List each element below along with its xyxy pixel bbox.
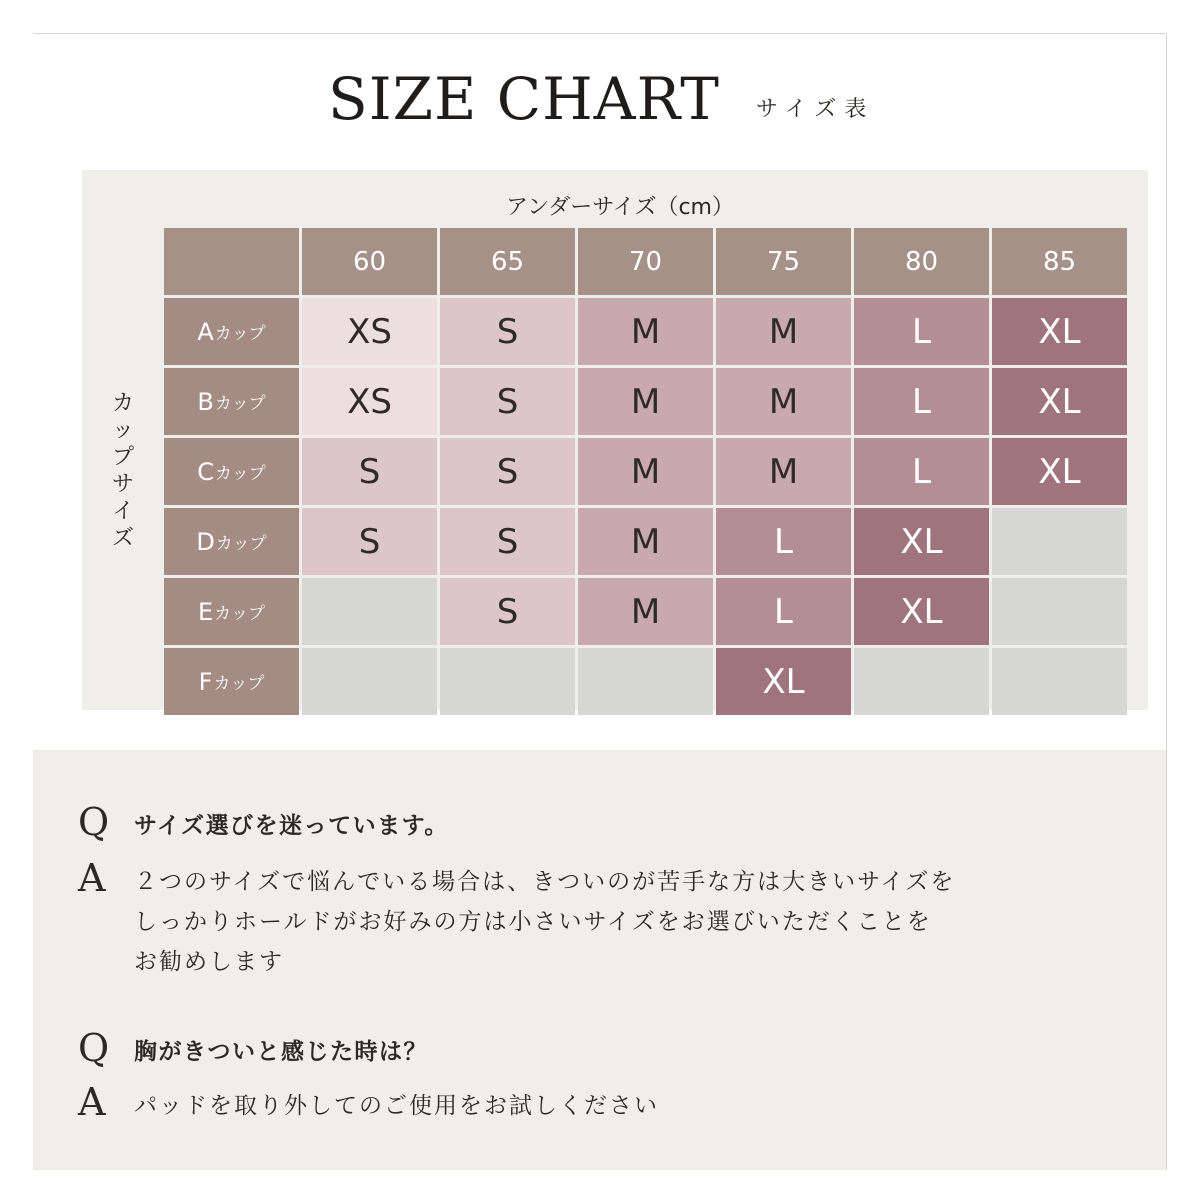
cup-size-axis-label [108, 390, 138, 552]
cup-letter: A [197, 317, 214, 346]
row-header [164, 648, 299, 715]
cup-suffix: カップ [214, 394, 266, 414]
empty-cell [992, 648, 1127, 715]
axis-label-char: プ [111, 445, 134, 470]
size-cell: M [578, 508, 713, 575]
q-mark: Q [78, 800, 110, 844]
row-header [164, 368, 299, 435]
axis-label-char: サ [111, 472, 134, 497]
size-cell: L [854, 368, 989, 435]
size-cell: M [578, 578, 713, 645]
answer-line: お勧めします [134, 949, 284, 975]
empty-cell [992, 508, 1127, 575]
under-size-axis-label: アンダーサイズ（cm） [505, 195, 734, 220]
cup-suffix: カップ [215, 534, 267, 554]
size-cell: XS [302, 298, 437, 365]
size-cell: XL [854, 508, 989, 575]
column-header: 65 [440, 228, 575, 295]
cup-suffix: カップ [214, 464, 266, 484]
size-cell: L [716, 508, 851, 575]
column-header: 60 [302, 228, 437, 295]
size-table [164, 228, 1127, 715]
size-cell: XL [992, 298, 1127, 365]
axis-label-char: ッ [111, 418, 134, 443]
column-header: 85 [992, 228, 1127, 295]
empty-cell [992, 578, 1127, 645]
cup-letter: E [197, 597, 214, 626]
answer-line: しっかりホールドがお好みの方は小さいサイズをお選びいただくことを [134, 909, 932, 935]
size-cell: M [716, 368, 851, 435]
row-header [164, 438, 299, 505]
axis-label-char: イ [111, 499, 134, 524]
size-cell: M [578, 298, 713, 365]
cup-suffix: カップ [214, 604, 265, 624]
size-cell: S [440, 578, 575, 645]
column-header: 70 [578, 228, 713, 295]
row-header [164, 578, 299, 645]
size-cell: XL [992, 438, 1127, 505]
cup-letter: B [197, 387, 214, 416]
answer-text [134, 862, 955, 982]
a-mark: A [78, 1080, 106, 1124]
size-cell: S [302, 438, 437, 505]
size-cell: L [716, 578, 851, 645]
size-cell: M [578, 438, 713, 505]
size-cell: M [716, 298, 851, 365]
empty-cell [440, 648, 575, 715]
column-header: 75 [716, 228, 851, 295]
answer-line: ２つのサイズで悩んでいる場合は、きついのが苦手な方は大きいサイズを [134, 869, 956, 895]
empty-cell [578, 648, 713, 715]
answer-line: パッドを取り外してのご使用をお試しください [134, 1093, 659, 1119]
size-cell: S [440, 438, 575, 505]
table-corner [164, 228, 299, 295]
cup-suffix: カップ [213, 674, 265, 694]
size-cell: S [440, 368, 575, 435]
size-cell: XS [302, 368, 437, 435]
row-header [164, 298, 299, 365]
q-mark: Q [78, 1026, 110, 1070]
answer-text [134, 1086, 659, 1126]
axis-label-char: カ [111, 391, 134, 416]
cup-suffix: カップ [214, 324, 266, 344]
cup-letter: F [198, 667, 213, 696]
axis-label-char: ズ [111, 526, 134, 551]
size-cell: XL [992, 368, 1127, 435]
page-title: SIZE CHART [328, 65, 720, 133]
empty-cell [302, 648, 437, 715]
question-text: サイズ選びを迷っています。 [134, 813, 449, 839]
size-cell: L [854, 298, 989, 365]
empty-cell [854, 648, 989, 715]
column-header: 80 [854, 228, 989, 295]
page-subtitle: サイズ表 [756, 97, 875, 122]
size-cell: L [854, 438, 989, 505]
size-cell: M [578, 368, 713, 435]
size-cell: XL [716, 648, 851, 715]
size-cell: S [440, 508, 575, 575]
cup-letter: C [197, 457, 214, 486]
size-cell: M [716, 438, 851, 505]
question-text: 胸がきついと感じた時は？ [134, 1039, 428, 1065]
cup-letter: D [196, 527, 215, 556]
size-cell: XL [854, 578, 989, 645]
row-header [164, 508, 299, 575]
a-mark: A [78, 856, 106, 900]
size-cell: S [440, 298, 575, 365]
size-cell: S [302, 508, 437, 575]
empty-cell [302, 578, 437, 645]
